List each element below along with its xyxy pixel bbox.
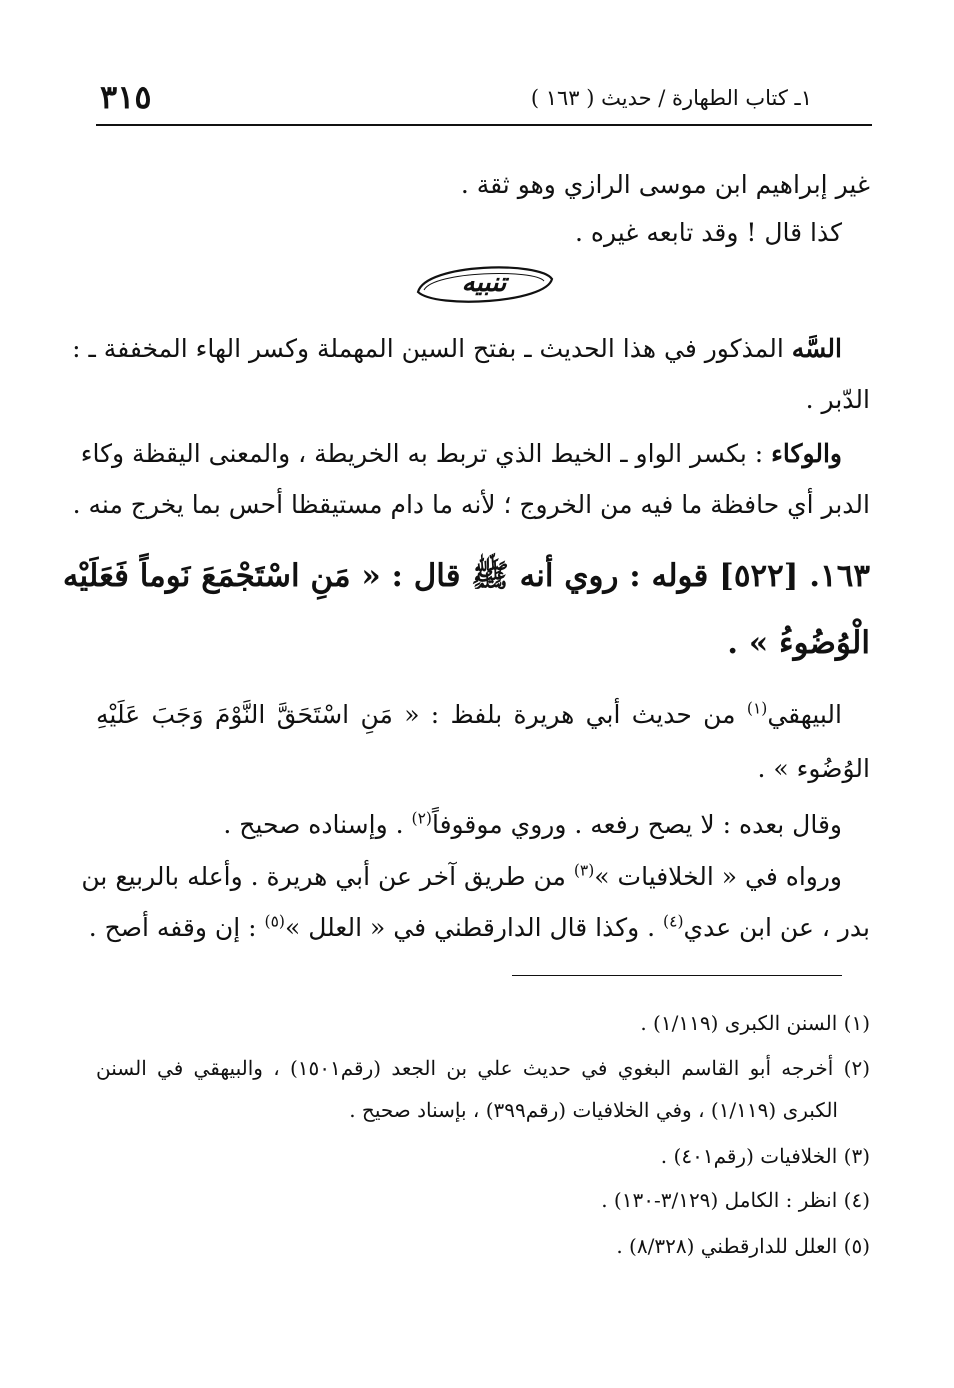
notice-ornament [412,259,556,309]
paragraph-3-line-1 [96,699,842,729]
paragraph-3-line-2: الوُضُوء » . [757,754,870,783]
text-line-2: كذا قال ! وقد تابعه غيره . [574,218,842,247]
hadith-heading-line-1: ١٦٣. [٥٢٢] قوله : روي أنه ﷺ قال : « مَنِ اسْتَجْمَعَ نَوماً فَعَلَيْه [62,558,870,594]
term-keyword: والوكاء [771,439,842,468]
footnote-ref-4: (٤) [663,912,684,931]
footnote-5: (٥) العلل للدارقطني (٨/٣٢٨) . [616,1234,870,1258]
footnote-ref-5: (٥) [264,912,285,931]
footnote-2-line-1: (٢) أخرجه أبو القاسم البغوي في حديث علي بن الجعد (رقم١٥٠١) ، والبيهقي في السنن [96,1056,870,1080]
running-title: ١ـ كتاب الطهارة / حديث ( ١٦٣ ) [530,86,812,110]
paragraph-2-line-2: الدبر أي حافظة ما فيه من الخروج ؛ لأنه ما دام مستيقظا أحس بما يخرج منه . [72,490,870,519]
footnote-ref-3: (٣) [573,861,595,880]
paragraph-4-text-b: . وإسناده صحيح . [223,810,412,839]
text-line-1: غير إبراهيم ابن موسى الرازي وهو ثقة . [460,170,870,199]
source-name: البيهقي [767,700,842,729]
term-keyword: السَّه [791,334,842,363]
page-header [96,80,872,124]
paragraph-2-text: : بكسر الواو ـ الخيط الذي تربط به الخريطة ، والمعنى اليقظة وكاء [80,439,772,468]
paragraph-1-line-1 [72,334,842,363]
paragraph-5-text-b: من طريق آخر عن أبي هريرة . وأعله بالربيع بن [81,862,574,891]
footnote-3: (٣) الخلافيات (رقم٤٠١) . [660,1144,870,1168]
footnote-1: (١) السنن الكبرى (١/١١٩) . [640,1011,870,1035]
notice-label: تنبيه [461,268,507,298]
footnote-ref-1: (١) [746,699,768,718]
paragraph-1-line-2: الدّبر . [805,385,870,414]
hadith-heading-line-2: الْوُضُوءُ » . [727,625,870,661]
footnote-2-line-2: الكبرى (١/١١٩) ، وفي الخلافيات (رقم٣٩٩) ، بإسناد صحيح . [349,1098,838,1122]
paragraph-1-text: المذكور في هذا الحديث ـ بفتح السين المهملة وكسر الهاء المخففة ـ : [72,334,792,363]
paragraph-4 [96,809,842,839]
paragraph-2-line-1 [80,439,842,468]
page-number: ٣١٥ [100,78,152,116]
paragraph-5-line-1 [81,861,842,891]
paragraph-5-text-c: بدر ، عن ابن عدي [683,913,870,942]
paragraph-3-text: من حديث أبي هريرة بلفظ : « مَنِ اسْتَحَقَّ النَّوْمَ وَجَبَ عَلَيْهِ [96,700,747,729]
paragraph-5-text-d: . وكذا قال الدارقطني في « العلل » [284,913,664,942]
paragraph-5-line-2 [88,912,870,942]
header-rule [96,124,872,126]
paragraph-4-text-a: وقال بعده : لا يصح رفعه . وروي موقوفاً [431,810,842,839]
footnote-4: (٤) انظر : الكامل (٣/١٢٩-١٣٠) . [601,1188,870,1212]
paragraph-5-text-e: : إن وقفه أصح . [88,913,265,942]
footnote-ref-2: (٢) [411,809,432,828]
paragraph-5-text-a: ورواه في « الخلافيات » [594,862,842,891]
footnote-separator [512,975,842,976]
